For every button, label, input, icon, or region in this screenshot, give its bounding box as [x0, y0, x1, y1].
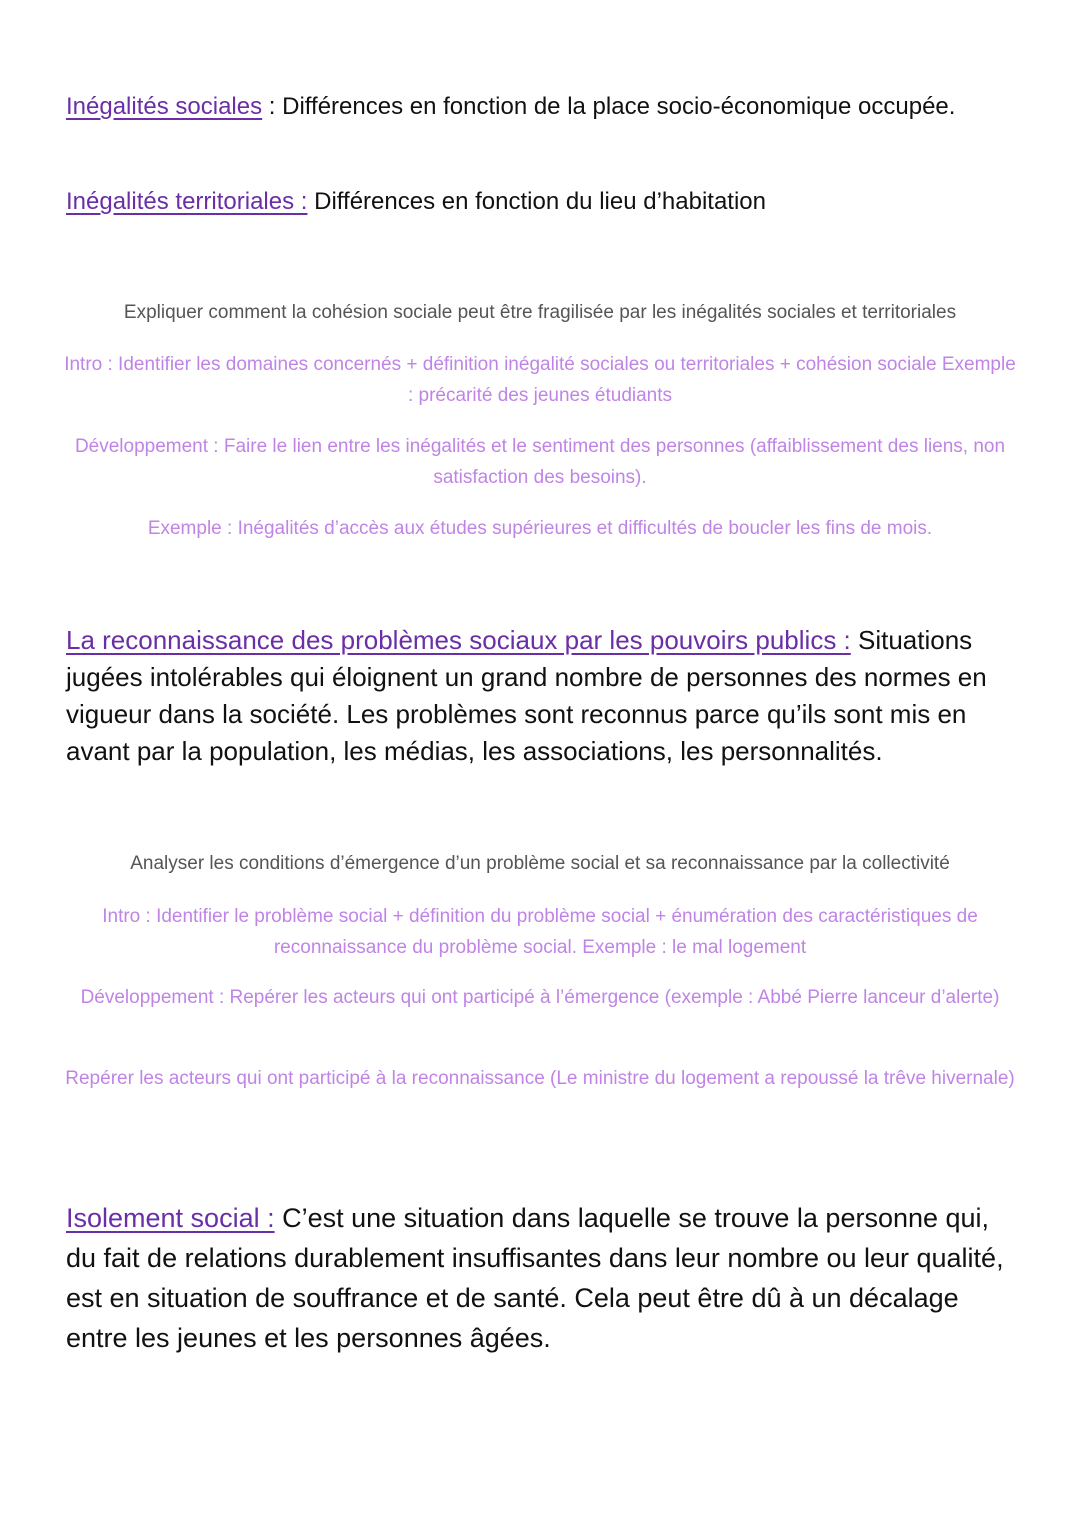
definition-inegalites-territoriales: [66, 183, 1026, 221]
definition-term: Inégalités sociales: [66, 93, 263, 120]
definition-text: Situations jugées intolérables qui éloignent un grand nombre de personnes des normes en vigueur dans la société. Les problèmes sont reconnus parce qu’ils sont mis en avant par la population, les médias, les associations, les personnalités.: [66, 625, 987, 766]
definition-text: C’est une situation dans laquelle se trouve la personne qui, du fait de relations durablement insuffisantes dans leur nombre ou leur qualité, est en situation de souffrance et de santé. Cela peut être dû à un décalage entre les jeunes et les personnes âgées.: [66, 1203, 1004, 1353]
definition-text: : Différences en fonction de la place socio-économique occupée.: [262, 93, 956, 120]
definition-isolement-social: [66, 1198, 1026, 1358]
definition-term: Inégalités territoriales :: [66, 188, 308, 215]
plan1-exemple: Exemple : Inégalités d’accès aux études supérieures et difficultés de boucler les fins de mois.: [147, 518, 933, 539]
plan1-developpement: Développement : Faire le lien entre les inégalités et le sentiment des personnes (affaiblissement des liens, non satisfaction des besoins).: [74, 436, 1006, 488]
plan2-developpement: Développement : Repérer les acteurs qui ont participé à l’émergence (exemple : Abbé Pierre lanceur d’alerte): [80, 987, 1000, 1008]
definition-term: La reconnaissance des problèmes sociaux par les pouvoirs publics :: [66, 625, 851, 655]
plan1-title: Expliquer comment la cohésion sociale peut être fragilisée par les inégalités sociales et territoriales: [123, 302, 957, 323]
plan2-intro: Intro : Identifier le problème social + définition du problème social + énumération des caractéristiques de reconnaissance du problème social. Exemple : le mal logement: [102, 906, 978, 958]
plan2-reconnaissance: Repérer les acteurs qui ont participé à la reconnaissance (Le ministre du logement a repoussé la trêve hivernale): [65, 1068, 1015, 1089]
definition-text: Différences en fonction du lieu d’habitation: [307, 188, 766, 215]
plan1-intro: Intro : Identifier les domaines concernés + définition inégalité sociales ou territoriales + cohésion sociale Exemple : précarité des jeunes étudiants: [64, 354, 1016, 406]
plan2-title: Analyser les conditions d’émergence d’un problème social et sa reconnaissance par la collectivité: [130, 853, 950, 874]
definition-term: Isolement social :: [66, 1203, 275, 1233]
definition-reconnaissance: [66, 622, 1026, 770]
definition-inegalites-sociales: [66, 88, 1026, 126]
